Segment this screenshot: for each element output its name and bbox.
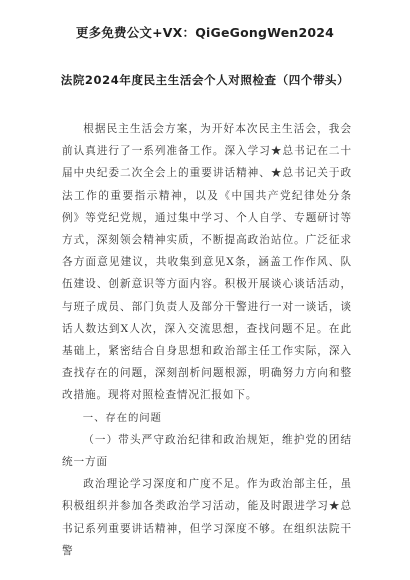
section-heading: 一、存在的问题 xyxy=(82,411,162,424)
document-body xyxy=(62,118,352,562)
intro-paragraph: 根据民主生活会方案，为开好本次民主生活会，我会前认真进行了一系列准备工作。深入学习★总书记在二十届中央纪委二次全会上的重要讲话精神、★总书记关于政法工作的重要指示精神，以及《中国共产党纪律处分条例》等党纪党规，通过集中学习、个人自学、专题研讨等方式，深刻领会精神实质，不断提高政治站位。广泛征求各方面意见建议，共收集到意见X条，涵盖工作作风、队伍建设、创新意识等方面内容。积极开展谈心谈话活动，与班子成员、部门负责人及部分干警进行一对一谈话，谈话人数达到X人次，深入交流思想，查找问题不足。在此基础上，紧密结合自身思想和政治部主任工作实际，深入查找存在的问题，深刻剖析问题根源，明确努力方向和整改措施。现将对照检查情况汇报如下。 xyxy=(62,123,352,402)
subsection-paragraph: 政治理论学习深度和广度不足。作为政治部主任，虽积极组织并参加各类政治学习活动，能及时跟进学习★总书记系列重要讲话精神，但学习深度不够。在组织法院干警 xyxy=(62,478,352,557)
document-title: 法院2024年度民主生活会个人对照检查（四个带头） xyxy=(60,73,350,87)
header-watermark: 更多免费公文+VX：QiGeGongWen2024 xyxy=(75,25,335,40)
subsection-heading: （一）带头严守政治纪律和政治规矩，维护党的团结统一方面 xyxy=(62,433,352,469)
